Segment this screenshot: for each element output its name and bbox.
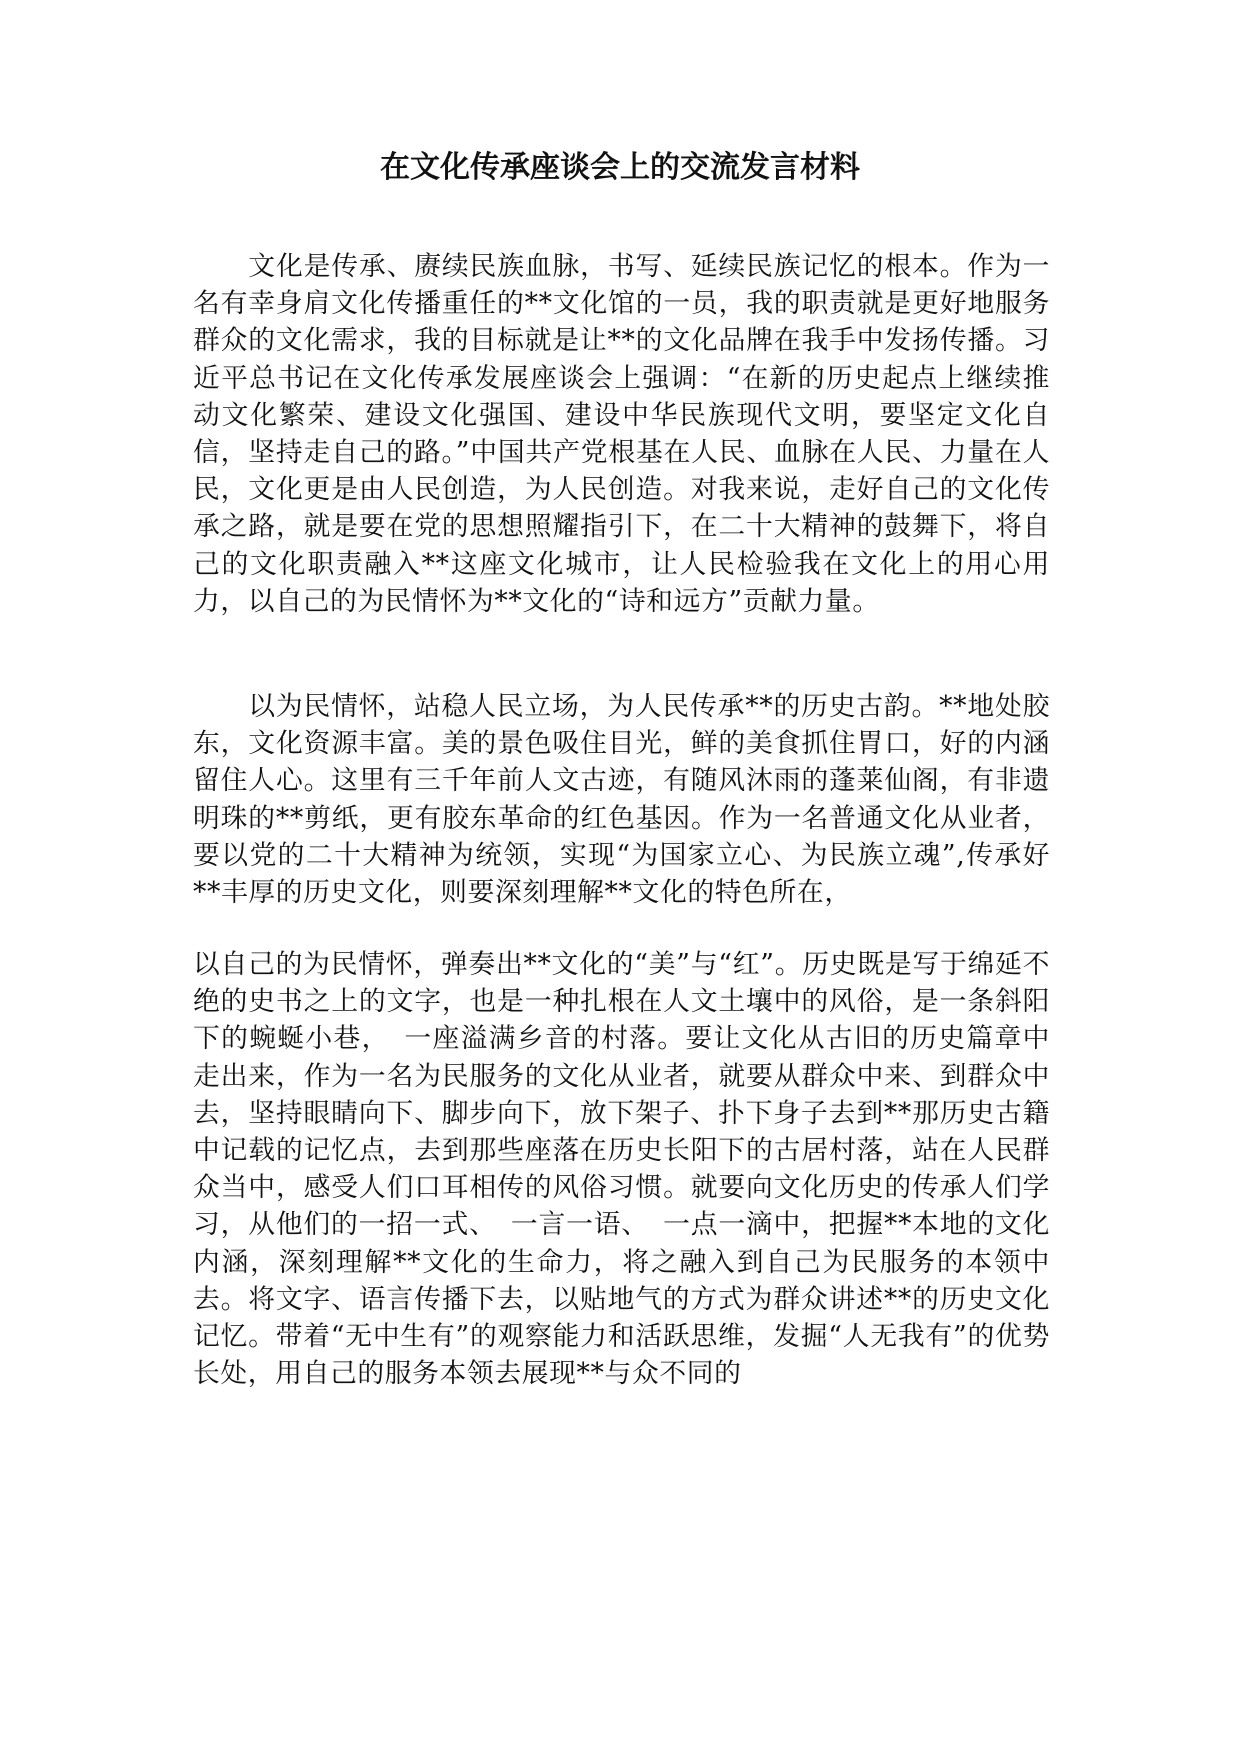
paragraph-2: 以为民情怀，站稳人民立场，为人民传承**的历史古韵。**地处胶东，文化资源丰富。美的景色吸住目光，鲜的美食抓住胃口，好的内涵留住人心。这里有三千年前人文古迹，有随风沐雨的蓬莱仙阁，有非遗明珠的**剪纸，更有胶东革命的红色基因。作为一名普通文化从业者，要以党的二十大精神为统领，实现“为国家立心、为民族立魂”,传承好**丰厚的历史文化，则要深刻理解**文化的特色所在， (193, 691, 1050, 909)
paragraph-3: 以自己的为民情怀，弹奏出**文化的“美”与“红”。历史既是写于绵延不绝的史书之上的文字，也是一种扎根在人文土壤中的风俗，是一条斜阳下的蜿蜒小巷， 一座溢满乡音的村落。要让文化从古旧的历史篇章中走出来，作为一名为民服务的文化从业者，就要从群众中来、到群众中去，坚持眼睛向下、脚步向下，放下架子、扑下身子去到**那历史古籍中记载的记忆点，去到那些座落在历史长阳下的古居村落，站在人民群众当中，感受人们口耳相传的风俗习惯。就要向文化历史的传承人们学习，从他们的一招一式、 一言一语、 一点一滴中，把握**本地的文化内涵，深刻理解**文化的生命力，将之融入到自己为民服务的本领中去。将文字、语言传播下去，以贴地气的方式为群众讲述**的历史文化记忆。带着“无中生有”的观察能力和活跃思维，发掘“人无我有”的优势长处，用自己的服务本领去展现**与众不同的 (193, 949, 1050, 1390)
document-title: 在文化传承座谈会上的交流发言材料 (380, 150, 860, 185)
paragraph-1: 文化是传承、赓续民族血脉，书写、延续民族记忆的根本。作为一名有幸身肩文化传播重任的**文化馆的一员，我的职责就是更好地服务群众的文化需求，我的目标就是让**的文化品牌在我手中发扬传播。习近平总书记在文化传承发展座谈会上强调：“在新的历史起点上继续推动文化繁荣、建设文化强国、建设中华民族现代文明，要坚定文化自信，坚持走自己的路。”中国共产党根基在人民、血脉在人民、力量在人民，文化更是由人民创造，为人民创造。对我来说，走好自己的文化传承之路，就是要在党的思想照耀指引下，在二十大精神的鼓舞下，将自己的文化职责融入**这座文化城市，让人民检验我在文化上的用心用力，以自己的为民情怀为**文化的“诗和远方”贡献力量。 (193, 251, 1050, 617)
